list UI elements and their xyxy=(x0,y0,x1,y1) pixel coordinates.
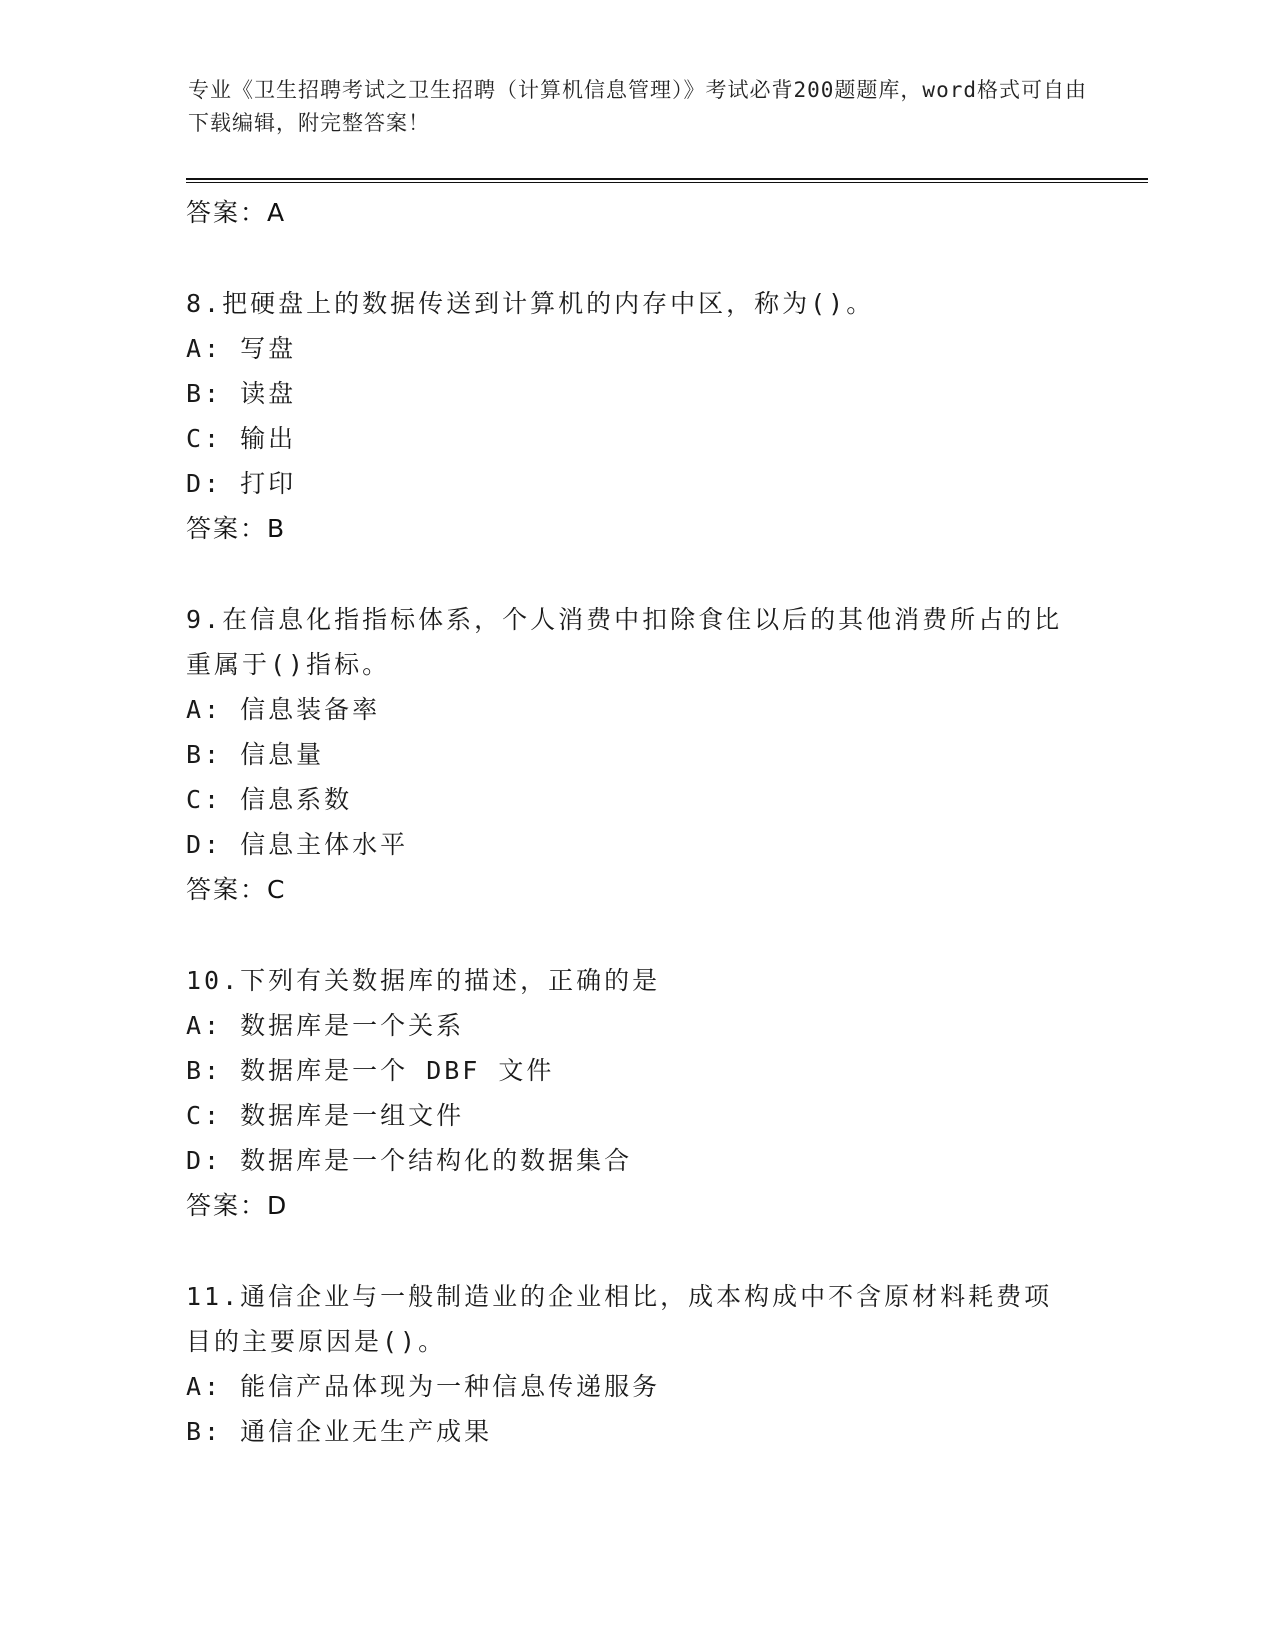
q10-option-c: C: 数据库是一组文件 xyxy=(186,1101,465,1130)
q11-option-a: A: 能信产品体现为一种信息传递服务 xyxy=(186,1372,661,1401)
q10-option-d: D: 数据库是一个结构化的数据集合 xyxy=(186,1146,633,1175)
answer-q7: 答案：A xyxy=(186,198,287,227)
document-header: 专业《卫生招聘考试之卫生招聘（计算机信息管理）》考试必背200题题库，word格式可自由下载编辑，附完整答案！ xyxy=(188,78,1087,135)
header-divider xyxy=(186,178,1148,183)
q9-option-d: D: 信息主体水平 xyxy=(186,830,409,859)
q10-option-b: B: 数据库是一个 DBF 文件 xyxy=(186,1056,555,1085)
q9-option-b: B: 信息量 xyxy=(186,740,325,769)
question-8: 8.把硬盘上的数据传送到计算机的内存中区，称为()。 xyxy=(186,289,875,318)
q9-option-a: A: 信息装备率 xyxy=(186,695,381,724)
answer-q10: 答案：D xyxy=(186,1191,289,1220)
question-11: 11.通信企业与一般制造业的企业相比，成本构成中不含原材料耗费项目的主要原因是()。 xyxy=(186,1282,1053,1356)
q9-option-c: C: 信息系数 xyxy=(186,785,353,814)
answer-q9: 答案：C xyxy=(186,875,287,904)
q8-option-d: D: 打印 xyxy=(186,469,297,498)
answer-q8: 答案：B xyxy=(186,514,287,543)
q8-option-a: A: 写盘 xyxy=(186,334,297,363)
q10-option-a: A: 数据库是一个关系 xyxy=(186,1011,465,1040)
question-9: 9.在信息化指指标体系，个人消费中扣除食住以后的其他消费所占的比重属于()指标。 xyxy=(186,605,1063,679)
q8-option-b: B: 读盘 xyxy=(186,379,297,408)
q11-option-b: B: 通信企业无生产成果 xyxy=(186,1417,493,1446)
document-body xyxy=(186,190,1086,1454)
question-10: 10.下列有关数据库的描述，正确的是 xyxy=(186,966,661,995)
q8-option-c: C: 输出 xyxy=(186,424,297,453)
